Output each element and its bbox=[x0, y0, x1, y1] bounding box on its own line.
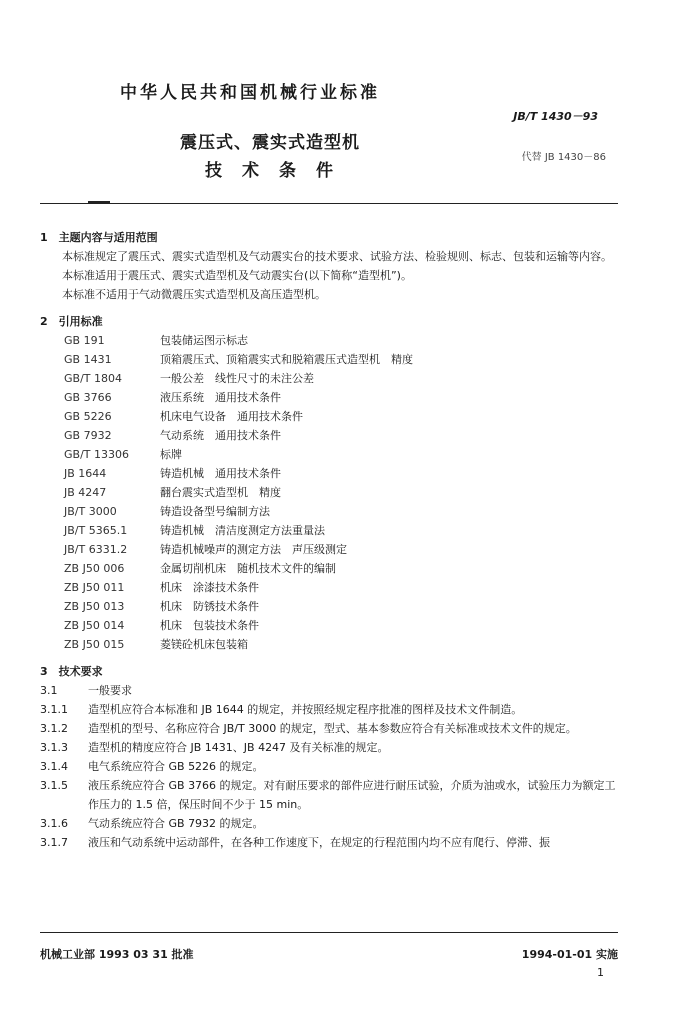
reference-code: GB/T 1804 bbox=[64, 372, 122, 385]
reference-name: 一般公差 线性尺寸的未注公差 bbox=[160, 372, 314, 385]
reference-name: 液压系统 通用技术条件 bbox=[160, 391, 281, 404]
reference-row bbox=[40, 616, 620, 635]
clause bbox=[40, 700, 620, 719]
clause bbox=[40, 814, 620, 833]
paragraph: 本标准不适用于气动微震压实式造型机及高压造型机。 bbox=[62, 288, 326, 301]
document-subtitle: 技术条件 bbox=[205, 161, 353, 181]
reference-name: 菱镁砼机床包装箱 bbox=[160, 638, 248, 651]
clause-text: 电气系统应符合 GB 5226 的规定。 bbox=[88, 760, 264, 773]
clause-number: 3.1.2 bbox=[40, 722, 68, 735]
reference-name: 顶箱震压式、顶箱震实式和脱箱震压式造型机 精度 bbox=[160, 353, 413, 366]
reference-row bbox=[40, 559, 620, 578]
clause-number: 3.1.7 bbox=[40, 836, 68, 849]
header-rule-mark bbox=[88, 201, 110, 204]
reference-row bbox=[40, 445, 620, 464]
org-title: 中华人民共和国机械行业标准 bbox=[120, 83, 380, 103]
reference-code: JB 1644 bbox=[64, 467, 107, 480]
clause-text: 造型机的精度应符合 JB 1431、JB 4247 及有关标准的规定。 bbox=[88, 741, 389, 754]
reference-code: ZB J50 015 bbox=[64, 638, 125, 651]
paragraph: 本标准适用于震压式、震实式造型机及气动震实台(以下简称“造型机”)。 bbox=[62, 269, 412, 282]
clause bbox=[40, 776, 620, 814]
reference-code: ZB J50 011 bbox=[64, 581, 125, 594]
header-rule bbox=[40, 203, 618, 204]
footer-rule bbox=[40, 932, 618, 933]
reference-code: JB/T 3000 bbox=[64, 505, 117, 518]
reference-row bbox=[40, 540, 620, 559]
reference-name: 翻台震实式造型机 精度 bbox=[160, 486, 281, 499]
reference-name: 铸造机械 通用技术条件 bbox=[160, 467, 281, 480]
clause-number: 3.1.1 bbox=[40, 703, 68, 716]
clause-number: 3.1.5 bbox=[40, 779, 68, 792]
reference-list bbox=[40, 331, 620, 654]
reference-name: 气动系统 通用技术条件 bbox=[160, 429, 281, 442]
clause-number: 3.1 bbox=[40, 684, 58, 697]
section-heading: 1 主题内容与适用范围 bbox=[40, 231, 158, 244]
reference-row bbox=[40, 483, 620, 502]
clause bbox=[40, 738, 620, 757]
implementation-date: 1994-01-01 实施 bbox=[521, 948, 618, 961]
reference-name: 铸造机械 清洁度测定方法重量法 bbox=[160, 524, 325, 537]
reference-code: GB 5226 bbox=[64, 410, 112, 423]
reference-name: 机床 涂漆技术条件 bbox=[160, 581, 259, 594]
reference-code: JB 4247 bbox=[64, 486, 107, 499]
document-body bbox=[40, 228, 620, 852]
reference-code: ZB J50 013 bbox=[64, 600, 125, 613]
page-number: 1 bbox=[597, 966, 604, 979]
replaces-note: 代替 JB 1430－86 bbox=[521, 152, 606, 163]
clause-number: 3.1.6 bbox=[40, 817, 68, 830]
reference-name: 金属切削机床 随机技术文件的编制 bbox=[160, 562, 336, 575]
reference-row bbox=[40, 578, 620, 597]
section-heading: 2 引用标准 bbox=[40, 315, 103, 328]
clause bbox=[40, 719, 620, 738]
reference-code: GB 3766 bbox=[64, 391, 112, 404]
reference-row bbox=[40, 426, 620, 445]
reference-row bbox=[40, 597, 620, 616]
reference-name: 包装储运图示标志 bbox=[160, 334, 248, 347]
paragraph: 本标准规定了震压式、震实式造型机及气动震实台的技术要求、试验方法、检验规则、标志、包装和运输等内容。 bbox=[62, 250, 612, 263]
clause-number: 3.1.4 bbox=[40, 760, 68, 773]
clause-text: 造型机应符合本标准和 JB 1644 的规定，并按照经规定程序批准的图样及技术文件制造。 bbox=[88, 703, 523, 716]
reference-name: 机床 包装技术条件 bbox=[160, 619, 259, 632]
clause-text: 液压和气动系统中运动部件，在各种工作速度下，在规定的行程范围内均不应有爬行、停滞、振 bbox=[88, 836, 550, 849]
reference-row bbox=[40, 464, 620, 483]
clause-number: 3.1.3 bbox=[40, 741, 68, 754]
reference-code: GB 7932 bbox=[64, 429, 112, 442]
reference-name: 铸造机械噪声的测定方法 声压级测定 bbox=[160, 543, 347, 556]
clause-text: 造型机的型号、名称应符合 JB/T 3000 的规定，型式、基本参数应符合有关标准或技术文件的规定。 bbox=[88, 722, 577, 735]
reference-code: GB/T 13306 bbox=[64, 448, 129, 461]
approval-note: 机械工业部 1993 03 31 批准 bbox=[40, 948, 194, 961]
reference-code: GB 1431 bbox=[64, 353, 112, 366]
reference-row bbox=[40, 331, 620, 350]
reference-code: ZB J50 006 bbox=[64, 562, 125, 575]
reference-row bbox=[40, 407, 620, 426]
reference-row bbox=[40, 502, 620, 521]
clause bbox=[40, 757, 620, 776]
reference-code: JB/T 5365.1 bbox=[64, 524, 128, 537]
reference-code: ZB J50 014 bbox=[64, 619, 125, 632]
reference-name: 机床 防锈技术条件 bbox=[160, 600, 259, 613]
clause bbox=[40, 681, 620, 700]
reference-row bbox=[40, 350, 620, 369]
document-title: 震压式、震实式造型机 bbox=[180, 133, 360, 153]
reference-code: GB 191 bbox=[64, 334, 105, 347]
clause-text: 液压系统应符合 GB 3766 的规定。对有耐压要求的部件应进行耐压试验，介质为油或水，试验压力为额定工作压力的 1.5 倍，保压时间不少于 15 min。 bbox=[88, 779, 616, 811]
reference-row bbox=[40, 388, 620, 407]
reference-row bbox=[40, 369, 620, 388]
reference-name: 机床电气设备 通用技术条件 bbox=[160, 410, 303, 423]
reference-code: JB/T 6331.2 bbox=[64, 543, 128, 556]
reference-row bbox=[40, 635, 620, 654]
clause-text: 一般要求 bbox=[88, 684, 132, 697]
reference-row bbox=[40, 521, 620, 540]
standard-number: JB/T 1430－93 bbox=[513, 110, 598, 123]
section-heading: 3 技术要求 bbox=[40, 665, 103, 678]
clause bbox=[40, 833, 620, 852]
reference-name: 标牌 bbox=[160, 448, 182, 461]
reference-name: 铸造设备型号编制方法 bbox=[160, 505, 270, 518]
clause-text: 气动系统应符合 GB 7932 的规定。 bbox=[88, 817, 264, 830]
